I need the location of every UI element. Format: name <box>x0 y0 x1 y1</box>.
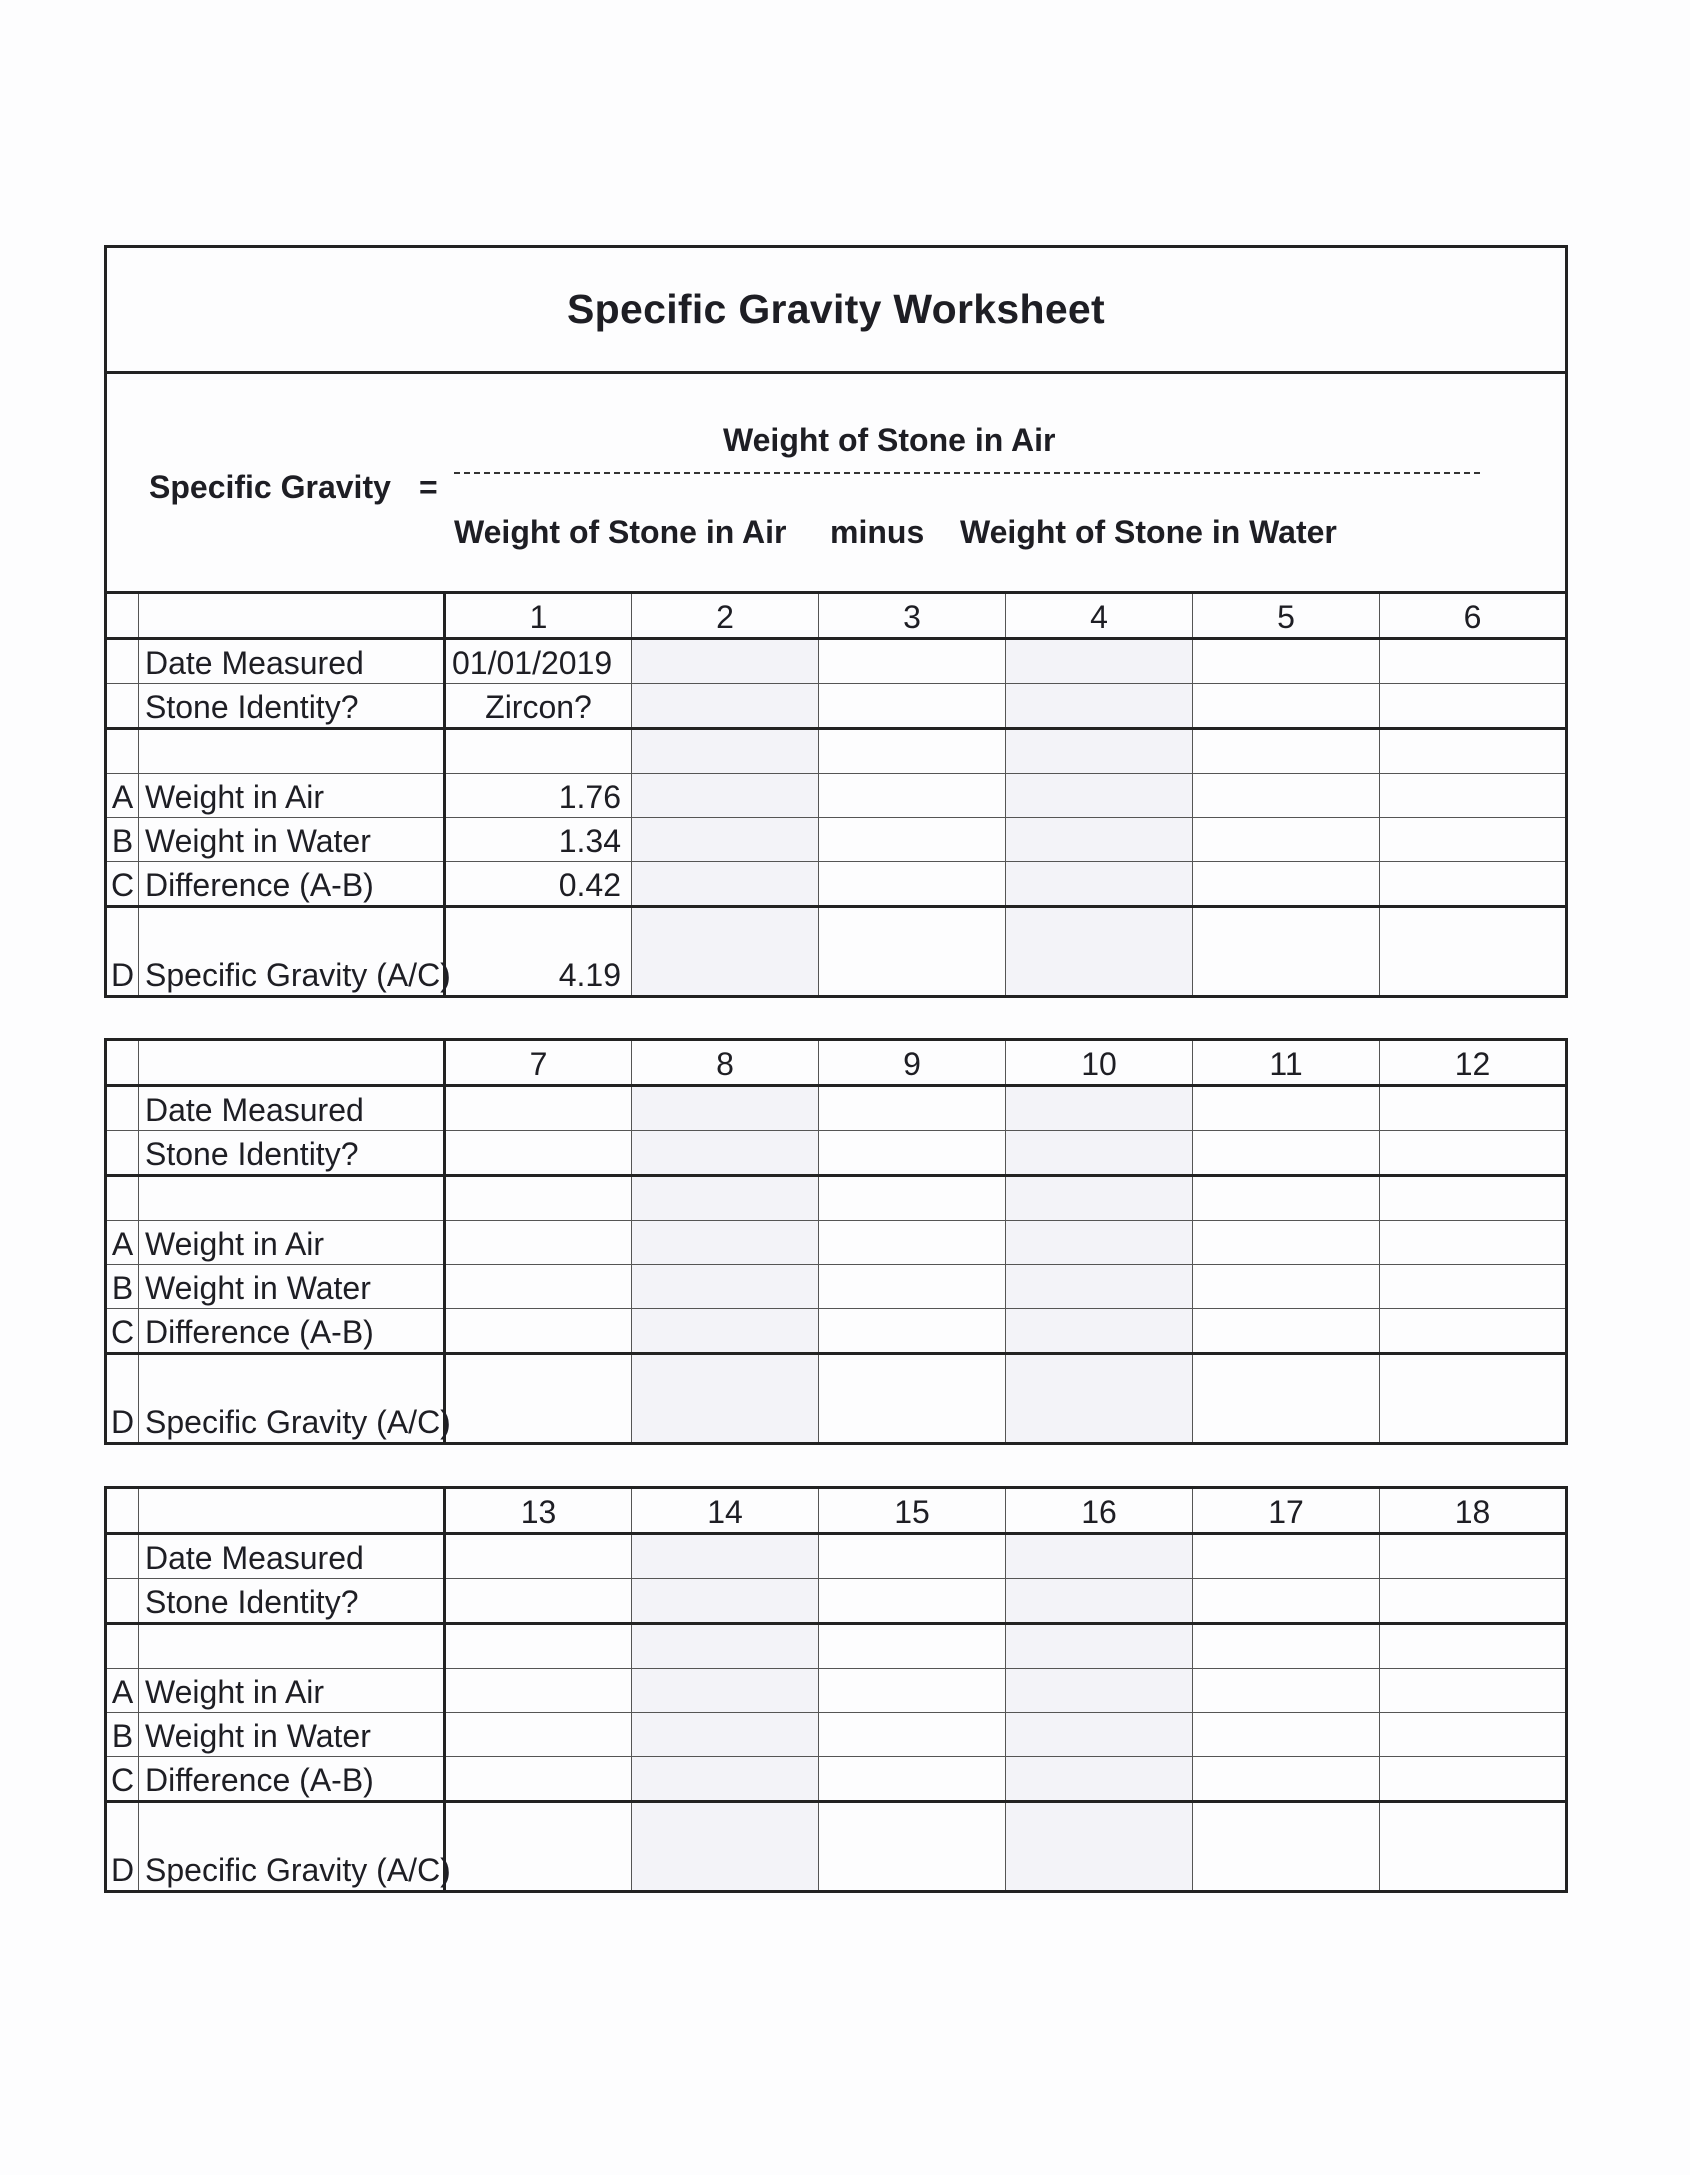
cell-sg[interactable] <box>632 1354 819 1444</box>
row-letter: D <box>106 1802 139 1892</box>
column-number: 14 <box>632 1488 819 1534</box>
row-label <box>139 593 445 639</box>
cell-identity[interactable] <box>1380 1131 1567 1176</box>
cell-weight-air[interactable] <box>819 1669 1006 1713</box>
row-letter <box>106 593 139 639</box>
cell-weight-water[interactable] <box>819 818 1006 862</box>
row-date <box>106 1086 1567 1131</box>
column-number: 7 <box>445 1040 632 1086</box>
cell-date[interactable] <box>445 1534 632 1579</box>
cell-weight-air[interactable] <box>632 774 819 818</box>
row-label: Weight in Air <box>139 1221 445 1265</box>
row-letter: A <box>106 1669 139 1713</box>
cell-identity[interactable]: Zircon? <box>445 684 632 729</box>
cell-weight-water[interactable] <box>1380 818 1567 862</box>
formula-numerator: Weight of Stone in Air <box>723 422 1056 458</box>
row-sg <box>106 1802 1567 1892</box>
cell-difference[interactable] <box>445 1309 632 1354</box>
cell-date[interactable] <box>1006 639 1193 684</box>
row-label <box>139 1040 445 1086</box>
row-label: Difference (A-B) <box>139 1309 445 1354</box>
row-blank <box>106 1624 1567 1669</box>
column-number: 13 <box>445 1488 632 1534</box>
cell-weight-air[interactable] <box>1380 1669 1567 1713</box>
cell-weight-air[interactable] <box>632 1221 819 1265</box>
row-letter <box>106 1624 139 1669</box>
cell-weight-water[interactable] <box>632 1265 819 1309</box>
row-letter <box>106 1176 139 1221</box>
title-row <box>107 248 1565 374</box>
row-letter: A <box>106 774 139 818</box>
cell-weight-water[interactable] <box>1380 1713 1567 1757</box>
row-date <box>106 639 1567 684</box>
cell-weight-water[interactable] <box>632 818 819 862</box>
cell-sg[interactable] <box>1006 907 1193 997</box>
row-letter: C <box>106 1757 139 1802</box>
row-letter: D <box>106 907 139 997</box>
cell-weight-air[interactable] <box>1380 1221 1567 1265</box>
cell-difference[interactable] <box>1193 1757 1380 1802</box>
row-blank <box>106 1176 1567 1221</box>
blank-cell <box>445 729 632 774</box>
cell-weight-air[interactable] <box>1006 774 1193 818</box>
cell-weight-water[interactable] <box>819 1713 1006 1757</box>
formula-minus: minus <box>830 514 925 550</box>
worksheet-header <box>104 245 1568 593</box>
column-number: 15 <box>819 1488 1006 1534</box>
cell-difference[interactable] <box>1193 1309 1380 1354</box>
cell-weight-water[interactable] <box>1193 818 1380 862</box>
cell-sg[interactable] <box>445 1354 632 1444</box>
cell-weight-water[interactable] <box>1006 1713 1193 1757</box>
row-label: Specific Gravity (A/C) <box>139 907 445 997</box>
row-sg <box>106 907 1567 997</box>
row-label: Stone Identity? <box>139 1579 445 1624</box>
cell-identity[interactable] <box>819 684 1006 729</box>
row-label: Specific Gravity (A/C) <box>139 1802 445 1892</box>
cell-weight-water[interactable] <box>819 1265 1006 1309</box>
row-difference <box>106 862 1567 907</box>
cell-weight-air[interactable]: 1.76 <box>445 774 632 818</box>
blank-cell <box>1006 1176 1193 1221</box>
column-header-row <box>106 593 1567 639</box>
row-label: Weight in Air <box>139 1669 445 1713</box>
cell-identity[interactable] <box>445 1579 632 1624</box>
cell-difference[interactable] <box>632 862 819 907</box>
measurement-table-2 <box>104 1038 1568 1445</box>
cell-date[interactable] <box>632 1086 819 1131</box>
column-header-row <box>106 1488 1567 1534</box>
cell-date[interactable] <box>1006 1534 1193 1579</box>
cell-identity[interactable] <box>1193 1131 1380 1176</box>
cell-date[interactable] <box>632 1534 819 1579</box>
measurement-table-3 <box>104 1486 1568 1893</box>
cell-identity[interactable] <box>1006 1131 1193 1176</box>
cell-difference[interactable] <box>445 1757 632 1802</box>
cell-weight-water[interactable] <box>445 1265 632 1309</box>
row-label: Weight in Air <box>139 774 445 818</box>
cell-weight-air[interactable] <box>1193 774 1380 818</box>
formula-equals: = <box>419 469 438 505</box>
cell-weight-water[interactable] <box>1380 1265 1567 1309</box>
row-label: Weight in Water <box>139 1713 445 1757</box>
row-label: Weight in Water <box>139 818 445 862</box>
column-number: 4 <box>1006 593 1193 639</box>
blank-cell <box>632 1176 819 1221</box>
blank-cell <box>1380 1176 1567 1221</box>
cell-identity[interactable] <box>632 1579 819 1624</box>
cell-difference[interactable] <box>1380 862 1567 907</box>
row-blank <box>106 729 1567 774</box>
cell-weight-water[interactable]: 1.34 <box>445 818 632 862</box>
cell-difference[interactable] <box>1006 1309 1193 1354</box>
blank-cell <box>1193 1624 1380 1669</box>
cell-difference[interactable] <box>1006 862 1193 907</box>
cell-difference[interactable] <box>632 1309 819 1354</box>
column-number: 18 <box>1380 1488 1567 1534</box>
cell-date[interactable] <box>1193 1534 1380 1579</box>
row-label: Difference (A-B) <box>139 862 445 907</box>
column-number: 12 <box>1380 1040 1567 1086</box>
cell-sg[interactable] <box>819 907 1006 997</box>
fraction-line <box>454 472 1480 474</box>
cell-weight-air[interactable] <box>445 1221 632 1265</box>
cell-date[interactable] <box>1193 1086 1380 1131</box>
row-label <box>139 1176 445 1221</box>
cell-sg[interactable] <box>632 1802 819 1892</box>
row-letter: C <box>106 862 139 907</box>
cell-sg[interactable] <box>1193 1802 1380 1892</box>
formula-denominator-a: Weight of Stone in Air <box>454 514 787 550</box>
column-number: 9 <box>819 1040 1006 1086</box>
row-date <box>106 1534 1567 1579</box>
cell-weight-air[interactable] <box>1006 1669 1193 1713</box>
cell-weight-air[interactable] <box>819 1221 1006 1265</box>
formula-box <box>107 374 1565 596</box>
blank-cell <box>819 729 1006 774</box>
cell-date[interactable] <box>819 1534 1006 1579</box>
cell-difference[interactable]: 0.42 <box>445 862 632 907</box>
blank-cell <box>1193 729 1380 774</box>
row-weight-air <box>106 774 1567 818</box>
cell-weight-air[interactable] <box>1006 1221 1193 1265</box>
column-number: 6 <box>1380 593 1567 639</box>
cell-weight-air[interactable] <box>1193 1221 1380 1265</box>
formula-denominator-b: Weight of Stone in Water <box>960 514 1337 550</box>
row-label: Date Measured <box>139 639 445 684</box>
cell-weight-air[interactable] <box>1193 1669 1380 1713</box>
cell-weight-air[interactable] <box>819 774 1006 818</box>
column-number: 16 <box>1006 1488 1193 1534</box>
cell-identity[interactable] <box>1193 684 1380 729</box>
cell-identity[interactable] <box>632 1131 819 1176</box>
cell-weight-water[interactable] <box>1006 818 1193 862</box>
row-weight-air <box>106 1221 1567 1265</box>
column-number: 2 <box>632 593 819 639</box>
cell-weight-air[interactable] <box>632 1669 819 1713</box>
cell-date[interactable] <box>1380 1534 1567 1579</box>
cell-date[interactable] <box>1006 1086 1193 1131</box>
cell-difference[interactable] <box>819 862 1006 907</box>
blank-cell <box>1380 1624 1567 1669</box>
row-identity <box>106 1131 1567 1176</box>
cell-difference[interactable] <box>1006 1757 1193 1802</box>
column-number: 1 <box>445 593 632 639</box>
column-number: 10 <box>1006 1040 1193 1086</box>
cell-difference[interactable] <box>632 1757 819 1802</box>
row-difference <box>106 1757 1567 1802</box>
cell-sg[interactable] <box>819 1354 1006 1444</box>
column-number: 8 <box>632 1040 819 1086</box>
cell-date[interactable] <box>632 639 819 684</box>
row-weight-water <box>106 818 1567 862</box>
row-letter: C <box>106 1309 139 1354</box>
row-label: Date Measured <box>139 1086 445 1131</box>
cell-identity[interactable] <box>1193 1579 1380 1624</box>
cell-weight-water[interactable] <box>1193 1265 1380 1309</box>
cell-weight-air[interactable] <box>445 1669 632 1713</box>
cell-identity[interactable] <box>445 1131 632 1176</box>
cell-identity[interactable] <box>1006 684 1193 729</box>
blank-cell <box>632 1624 819 1669</box>
cell-difference[interactable] <box>819 1757 1006 1802</box>
column-number: 11 <box>1193 1040 1380 1086</box>
cell-sg[interactable] <box>445 1802 632 1892</box>
cell-sg[interactable] <box>1006 1802 1193 1892</box>
blank-cell <box>445 1624 632 1669</box>
cell-date[interactable] <box>1380 1086 1567 1131</box>
row-letter: B <box>106 1713 139 1757</box>
cell-date[interactable]: 01/01/2019 <box>445 639 632 684</box>
blank-cell <box>632 729 819 774</box>
cell-sg[interactable] <box>632 907 819 997</box>
row-letter: B <box>106 1265 139 1309</box>
cell-identity[interactable] <box>632 684 819 729</box>
cell-identity[interactable] <box>819 1131 1006 1176</box>
cell-date[interactable] <box>819 639 1006 684</box>
row-letter: B <box>106 818 139 862</box>
cell-sg[interactable] <box>1193 1354 1380 1444</box>
row-letter <box>106 1086 139 1131</box>
cell-sg[interactable] <box>1380 1802 1567 1892</box>
blank-cell <box>819 1624 1006 1669</box>
column-number: 3 <box>819 593 1006 639</box>
formula-label: Specific Gravity <box>149 469 391 505</box>
row-sg <box>106 1354 1567 1444</box>
measurement-table-1 <box>104 591 1568 998</box>
row-label: Stone Identity? <box>139 1131 445 1176</box>
cell-sg[interactable]: 4.19 <box>445 907 632 997</box>
cell-weight-water[interactable] <box>445 1713 632 1757</box>
cell-weight-water[interactable] <box>632 1713 819 1757</box>
row-letter <box>106 1488 139 1534</box>
cell-weight-air[interactable] <box>1380 774 1567 818</box>
row-weight-water <box>106 1713 1567 1757</box>
cell-sg[interactable] <box>1006 1354 1193 1444</box>
blank-cell <box>1006 1624 1193 1669</box>
blank-cell <box>1006 729 1193 774</box>
row-letter <box>106 684 139 729</box>
cell-identity[interactable] <box>1380 1579 1567 1624</box>
row-identity <box>106 684 1567 729</box>
column-number: 5 <box>1193 593 1380 639</box>
row-letter <box>106 639 139 684</box>
row-letter: D <box>106 1354 139 1444</box>
cell-identity[interactable] <box>1380 684 1567 729</box>
column-number: 17 <box>1193 1488 1380 1534</box>
row-label: Stone Identity? <box>139 684 445 729</box>
cell-difference[interactable] <box>1193 862 1380 907</box>
row-label: Weight in Water <box>139 1265 445 1309</box>
cell-identity[interactable] <box>819 1579 1006 1624</box>
row-identity <box>106 1579 1567 1624</box>
row-letter <box>106 1534 139 1579</box>
cell-date[interactable] <box>819 1086 1006 1131</box>
cell-weight-water[interactable] <box>1006 1265 1193 1309</box>
row-difference <box>106 1309 1567 1354</box>
column-header-row <box>106 1040 1567 1086</box>
blank-cell <box>819 1176 1006 1221</box>
cell-sg[interactable] <box>1193 907 1380 997</box>
row-letter <box>106 1131 139 1176</box>
cell-difference[interactable] <box>1380 1309 1567 1354</box>
page-title: Specific Gravity Worksheet <box>567 286 1105 332</box>
row-label <box>139 729 445 774</box>
row-letter <box>106 1579 139 1624</box>
row-letter <box>106 1040 139 1086</box>
cell-sg[interactable] <box>1380 907 1567 997</box>
cell-sg[interactable] <box>1380 1354 1567 1444</box>
cell-difference[interactable] <box>819 1309 1006 1354</box>
row-letter <box>106 729 139 774</box>
cell-sg[interactable] <box>819 1802 1006 1892</box>
row-label <box>139 1488 445 1534</box>
cell-weight-water[interactable] <box>1193 1713 1380 1757</box>
row-weight-air <box>106 1669 1567 1713</box>
cell-date[interactable] <box>445 1086 632 1131</box>
row-label <box>139 1624 445 1669</box>
blank-cell <box>1193 1176 1380 1221</box>
row-label: Date Measured <box>139 1534 445 1579</box>
row-weight-water <box>106 1265 1567 1309</box>
cell-identity[interactable] <box>1006 1579 1193 1624</box>
row-letter: A <box>106 1221 139 1265</box>
cell-date[interactable] <box>1380 639 1567 684</box>
row-label: Difference (A-B) <box>139 1757 445 1802</box>
cell-date[interactable] <box>1193 639 1380 684</box>
row-label: Specific Gravity (A/C) <box>139 1354 445 1444</box>
cell-difference[interactable] <box>1380 1757 1567 1802</box>
blank-cell <box>445 1176 632 1221</box>
blank-cell <box>1380 729 1567 774</box>
